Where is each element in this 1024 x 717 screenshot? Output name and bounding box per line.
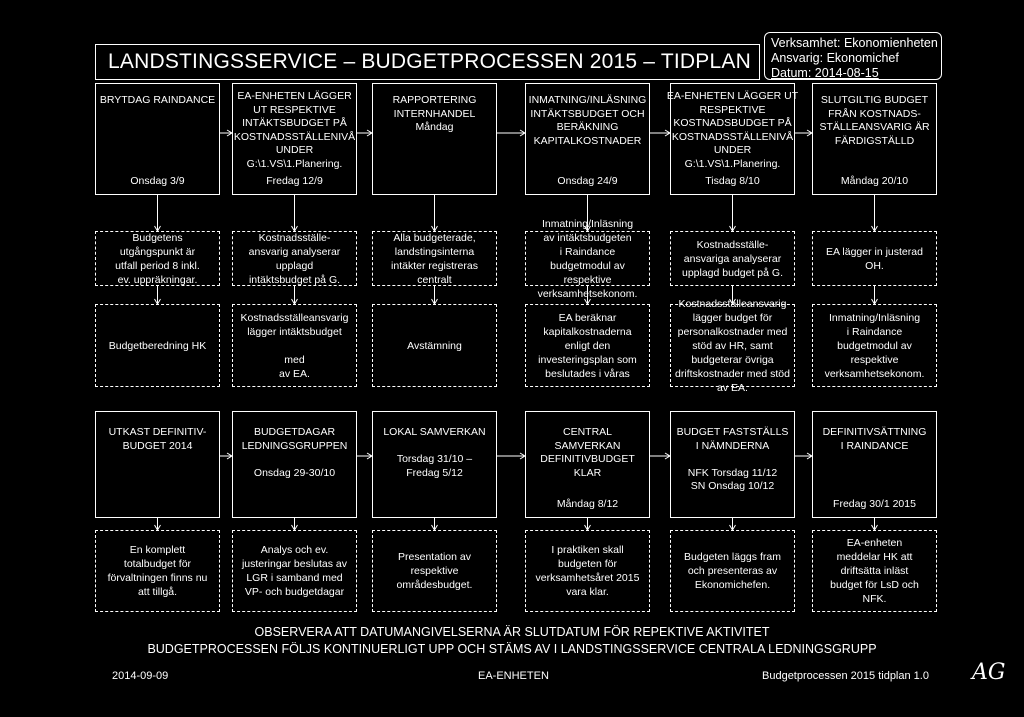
meta-verksamhet: Verksamhet: Ekonomienheten xyxy=(771,36,938,50)
box-text-line: investeringsplan som xyxy=(538,353,637,366)
box-text-line: upplagd xyxy=(275,259,314,272)
box-text-line: KAPITALKOSTNADER xyxy=(533,134,642,147)
box-text-line: personalkostnader med xyxy=(677,325,788,338)
box-text-line: G:\1.VS\1.Planering. xyxy=(246,157,343,170)
box-text-line: budgeterar övriga xyxy=(691,353,774,366)
box-text-line: budgeten för xyxy=(558,558,617,570)
box-text-line: Kostnadsställeansvarig xyxy=(678,297,787,310)
signature: AG xyxy=(972,660,1006,685)
box-text-line: Torsdag 31/10 – xyxy=(396,453,473,465)
box-text-line: I RAINDANCE xyxy=(840,439,909,452)
box-text-line: Fredag 5/12 xyxy=(406,466,463,479)
box-text-line: Onsdag 29-30/10 xyxy=(253,466,336,479)
row5-note-box-5 xyxy=(670,530,795,612)
row1-step-box-2 xyxy=(232,83,357,195)
box-text-line: Budgetens xyxy=(132,231,183,244)
box-text-line: EA lägger in justerad xyxy=(826,245,923,258)
row5-note-box-1 xyxy=(95,530,220,612)
box-text-line: kapitalkostnaderna xyxy=(543,325,632,338)
box-text-line: DEFINITIVSÄTTNING xyxy=(822,426,927,438)
box-text-line: BRYTDAG RAINDANCE xyxy=(99,94,216,106)
box-text-line: driftsätta inläst xyxy=(840,565,909,577)
footer-unit: EA-ENHETEN xyxy=(478,670,549,682)
box-text-line: av EA. xyxy=(717,381,748,394)
box-text-line: budget för LsD och xyxy=(830,579,919,591)
box-text-line: upplagd budget på G. xyxy=(681,266,783,279)
box-text-line: lägger intäktsbudget xyxy=(247,325,342,338)
box-text-line: av EA. xyxy=(279,367,310,380)
box-text-line: NFK Torsdag 11/12 xyxy=(687,466,778,479)
box-text-line: beslutades i våras xyxy=(545,367,630,380)
box-text-line: meddelar HK att xyxy=(836,551,913,563)
row1-step-box-3 xyxy=(372,83,497,195)
row5-note-box-6 xyxy=(812,530,937,612)
box-text-line: Inmatning/Inläsning xyxy=(541,217,634,230)
box-text-line: att tillgå. xyxy=(137,586,178,598)
row4-step-box-1 xyxy=(95,411,220,518)
row4-step-box-2 xyxy=(232,411,357,518)
row1-step-box-4 xyxy=(525,83,650,195)
box-text-line: G:\1.VS\1.Planering. xyxy=(684,157,781,170)
box-text-line: i Raindance xyxy=(559,245,616,258)
row1-step-box-6 xyxy=(812,83,937,195)
box-text-line: Inmatning/Inläsning xyxy=(828,311,921,324)
box-text-line: INTÄKTSBUDGET OCH xyxy=(530,107,645,120)
box-text-line: Kostnadsställe- xyxy=(258,231,331,244)
note-uppfoljning: BUDGETPROCESSEN FÖLJS KONTINUERLIGT UPP OCH STÄMS AV I LANDSTINGSSERVICE CENTRALA LEDNINGSGRUPP xyxy=(147,642,877,656)
box-text-line: förvaltningen finns nu xyxy=(107,572,208,584)
box-text-line: och presenteras av xyxy=(687,565,778,577)
box-text-line: BUDGET 2014 xyxy=(122,439,193,452)
box-text-line: verksamhetsekonom. xyxy=(537,287,638,300)
row2-note-box-4 xyxy=(525,217,650,300)
box-text-line: Avstämning xyxy=(407,339,462,352)
box-text-line: respektive xyxy=(410,565,459,577)
row3-note-box-5 xyxy=(670,297,795,394)
box-text-line: KOSTNADSBUDGET PÅ xyxy=(673,117,792,129)
box-text-line: utgångspunkt är xyxy=(119,245,196,258)
box-text-line: EA-enheten xyxy=(846,537,903,549)
box-text-line: OH. xyxy=(865,259,884,272)
box-text-line: INMATNING/INLÄSNING xyxy=(528,94,647,106)
row1-step-box-1 xyxy=(95,83,220,195)
step-date: Fredag 12/9 xyxy=(266,174,323,187)
row1-step-box-5 xyxy=(666,83,799,195)
box-text-line: INTERNHANDEL xyxy=(393,107,476,120)
box-text-line: BUDGETDAGAR xyxy=(253,426,336,438)
box-text-line: SAMVERKAN xyxy=(554,439,621,452)
box-text-line: utfall period 8 inkl. xyxy=(115,259,200,272)
step-date: Fredag 30/1 2015 xyxy=(833,497,916,510)
box-text-line: KLAR xyxy=(573,466,602,479)
box-text-line xyxy=(731,453,734,467)
box-text-line: En komplett xyxy=(129,544,186,556)
box-text-line: BERÄKNING xyxy=(556,121,619,133)
box-text-line: budgetmodul av xyxy=(550,259,625,272)
box-text-line: NFK. xyxy=(862,593,887,605)
box-text-line: vara klar. xyxy=(566,586,609,598)
box-text-line: Budgeten läggs fram xyxy=(684,551,781,563)
box-text-line: UNDER xyxy=(275,144,314,156)
footer-date: 2014-09-09 xyxy=(112,670,169,682)
box-text-line: I praktiken skall xyxy=(551,544,624,556)
box-text-line: LEDNINGSGRUPPEN xyxy=(241,439,348,452)
page-title: LANDSTINGSSERVICE – BUDGETPROCESSEN 2015 – TIDPLAN xyxy=(95,44,760,80)
box-text-line: Kostnadsställeansvarig xyxy=(240,311,349,324)
box-text-line: respektive xyxy=(563,273,612,286)
box-text-line: UNDER xyxy=(713,144,752,156)
box-text-line: budgetmodul av xyxy=(837,339,912,352)
box-text-line: FÄRDIGSTÄLLD xyxy=(834,134,915,147)
meta-ansvarig: Ansvarig: Ekonomichef xyxy=(771,51,899,65)
box-text-line: landstingsinterna xyxy=(394,245,475,258)
box-text-line: DEFINITIVBUDGET xyxy=(540,453,635,465)
box-text-line: EA-ENHETEN LÄGGER UT xyxy=(666,90,799,102)
row2-note-box-5 xyxy=(670,231,795,286)
box-text-line: UTKAST DEFINITIV- xyxy=(108,426,207,438)
box-text-line: Ekonomichefen. xyxy=(694,579,771,591)
row2-note-box-3 xyxy=(372,231,497,286)
box-text-line: driftskostnader med stöd xyxy=(675,367,790,380)
box-text-line: Alla budgeterade, xyxy=(393,231,476,244)
box-text-line: verksamhetsekonom. xyxy=(824,367,925,380)
footer-document: Budgetprocessen 2015 tidplan 1.0 xyxy=(762,670,929,682)
row3-note-box-2 xyxy=(232,304,357,387)
box-text-line xyxy=(293,453,296,467)
box-text-line: FRÅN KOSTNADS- xyxy=(828,107,921,120)
step-date: Onsdag 3/9 xyxy=(130,174,185,187)
meta-datum: Datum: 2014-08-15 xyxy=(771,66,879,80)
row4-step-box-6 xyxy=(812,411,937,518)
box-text-line: STÄLLEANSVARIG ÄR xyxy=(819,121,930,133)
row2-note-box-6 xyxy=(812,231,937,286)
box-text-line: LOKAL SAMVERKAN xyxy=(383,426,486,438)
row4-step-box-5 xyxy=(670,411,795,518)
row5-note-box-4 xyxy=(525,530,650,612)
box-text-line: intäkter registreras xyxy=(391,259,478,272)
box-text-line: Måndag xyxy=(415,121,454,133)
step-date: Onsdag 24/9 xyxy=(557,174,618,187)
box-text-line: SN Onsdag 10/12 xyxy=(690,480,775,492)
box-text-line: RAPPORTERING xyxy=(392,94,477,106)
box-text-line: CENTRAL xyxy=(562,426,612,438)
box-text-line: centralt xyxy=(417,273,452,286)
row2-note-box-2 xyxy=(232,231,357,286)
box-text-line: Kostnadsställe- xyxy=(696,238,769,251)
box-text-line: justeringar beslutas av xyxy=(241,558,348,570)
box-text-line: KOSTNADSSTÄLLENIVÅ xyxy=(671,130,794,143)
box-text-line: I NÄMNDERNA xyxy=(695,439,770,452)
row4-step-box-4 xyxy=(525,411,650,518)
step-date: Måndag 20/10 xyxy=(840,174,909,187)
box-text-line: LGR i samband med xyxy=(246,572,343,584)
box-text-line: Analys och ev. xyxy=(260,544,329,556)
box-text-line: Presentation av xyxy=(398,551,471,563)
row2-note-box-1 xyxy=(95,231,220,286)
note-datum: OBSERVERA ATT DATUMANGIVELSERNA ÄR SLUTDATUM FÖR REPEKTIVE AKTIVITET xyxy=(254,625,770,639)
box-text-line: RESPEKTIVE xyxy=(699,103,766,116)
box-text-line: verksamhetsåret 2015 xyxy=(535,572,640,584)
box-text-line: SLUTGILTIG BUDGET xyxy=(820,94,929,106)
box-text-line: INTÄKTSBUDGET PÅ xyxy=(242,117,347,129)
box-text-line: respektive xyxy=(850,353,899,366)
box-text-line: KOSTNADSSTÄLLENIVÅ xyxy=(233,130,356,143)
box-text-line: intäktsbudget på G. xyxy=(248,273,341,286)
step-date: Måndag 8/12 xyxy=(556,497,619,510)
row4-step-box-3 xyxy=(372,411,497,518)
box-text-line: BUDGET FASTSTÄLLS xyxy=(676,426,789,438)
row3-note-box-6 xyxy=(812,304,937,387)
row5-note-box-2 xyxy=(232,530,357,612)
box-text-line: totalbudget för xyxy=(123,558,192,570)
box-text-line: ansvariga analyserar xyxy=(683,252,782,265)
box-text-line: i Raindance xyxy=(846,325,903,338)
box-text-line: Budgetberedning HK xyxy=(108,339,207,352)
box-text-line: av intäktsbudgeten xyxy=(543,231,632,244)
step-date: Tisdag 8/10 xyxy=(705,174,760,187)
box-text-line: enligt den xyxy=(564,339,611,352)
box-text-line: lägger budget för xyxy=(692,311,773,324)
box-text-line: VP- och budgetdagar xyxy=(244,586,345,598)
row3-note-box-4 xyxy=(525,304,650,387)
row3-note-box-1 xyxy=(95,304,220,387)
box-text-line xyxy=(433,440,436,454)
box-text-line: ansvarig analyserar xyxy=(248,245,341,258)
box-text-line: ev. uppräkningar. xyxy=(117,273,198,286)
row5-note-box-3 xyxy=(372,530,497,612)
box-text-line: områdesbudget. xyxy=(396,579,473,591)
box-text-line: UT RESPEKTIVE xyxy=(253,103,336,116)
box-text-line: EA-ENHETEN LÄGGER xyxy=(237,90,352,102)
box-text-line: stöd av HR, samt xyxy=(692,339,773,352)
box-text-line xyxy=(293,339,296,353)
row3-note-box-3 xyxy=(372,304,497,387)
box-text-line: EA beräknar xyxy=(558,311,617,324)
box-text-line: med xyxy=(284,353,305,366)
